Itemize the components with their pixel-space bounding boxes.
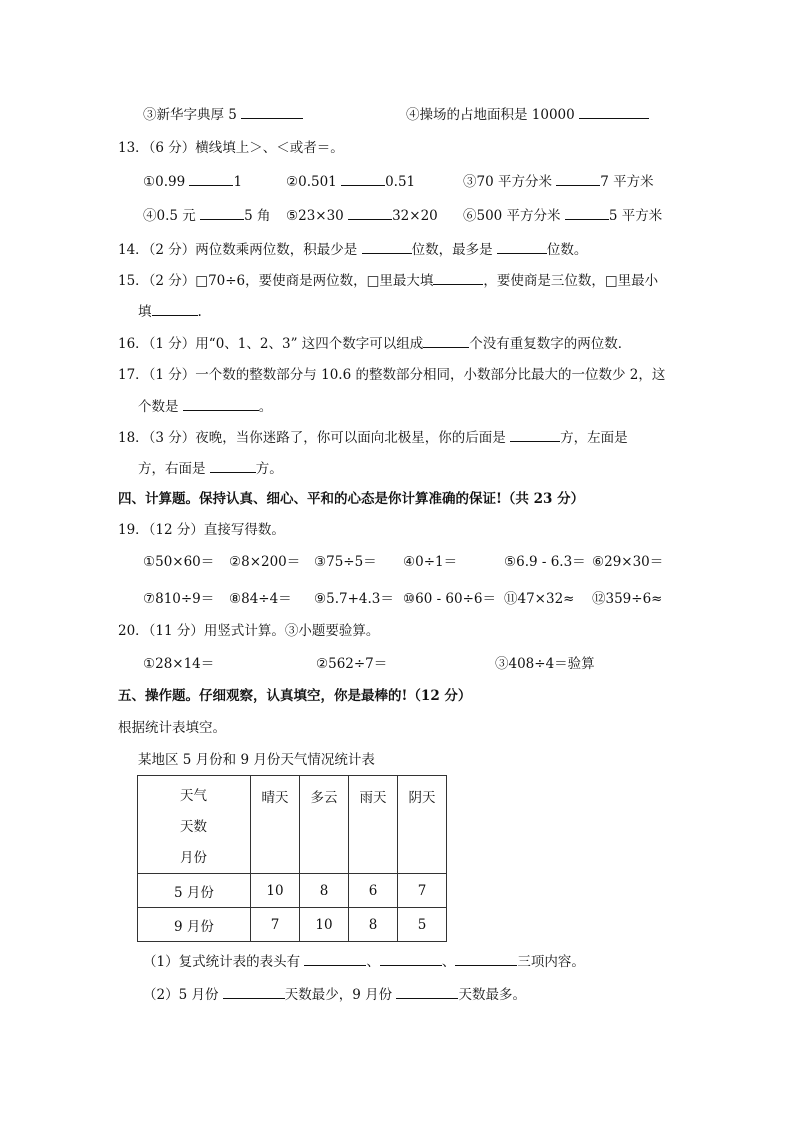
q15-line2: 填 . (138, 304, 202, 320)
column-header: 多云 (300, 776, 349, 874)
column-header: 晴天 (251, 776, 300, 874)
weather-stat-table (137, 775, 447, 942)
table-cell: 6 (349, 874, 398, 908)
q19-r2c2: ⑧84÷4＝ (229, 591, 292, 607)
table-cell: 7 (398, 874, 447, 908)
section-4-heading: 四、计算题。保持认真、细心、平和的心态是你计算准确的保证!（共 23 分） (118, 491, 585, 507)
q13-item2: ②0.501 0.51 (286, 174, 416, 190)
column-header: 阴天 (398, 776, 447, 874)
table-cell: 10 (251, 874, 300, 908)
q13-item4: ④0.5 元 5 角 (143, 208, 271, 224)
q15-line1: 15．（2 分）□70÷6，要使商是两位数，□里最大填 ，要使商是三位数，□里最小 (118, 273, 659, 289)
q19-r2c4: ⑩60 - 60÷6＝ (403, 591, 497, 607)
answer-blank[interactable] (510, 428, 560, 442)
q20-title: 20．（11 分）用竖式计算。③小题要验算。 (118, 623, 380, 639)
row-label: 5 月份 (138, 874, 251, 908)
answer-blank[interactable] (189, 172, 233, 186)
q19-r2c3: ⑨5.7+4.3＝ (314, 591, 394, 607)
column-header: 雨天 (349, 776, 398, 874)
q19-r1c5: ⑤6.9 - 6.3＝ (504, 554, 586, 570)
q13-item3: ③70 平方分米 7 平方米 (463, 174, 654, 190)
q20-item2: ②562÷7＝ (316, 656, 388, 672)
answer-blank[interactable] (423, 334, 469, 348)
answer-blank[interactable] (565, 206, 609, 220)
answer-blank[interactable] (455, 952, 517, 966)
table-cell: 5 (398, 908, 447, 942)
q19-r1c1: ①50×60＝ (143, 554, 215, 570)
answer-blank[interactable] (579, 105, 649, 119)
answer-blank[interactable] (556, 172, 600, 186)
answer-blank[interactable] (396, 985, 458, 999)
answer-blank[interactable] (183, 397, 259, 411)
q19-r1c4: ④0÷1＝ (403, 554, 458, 570)
table-corner-header: 天气 天数 月份 (138, 776, 251, 874)
q19-r1c2: ②8×200＝ (229, 554, 301, 570)
table-intro: 根据统计表填空。 (118, 720, 226, 736)
row-label: 9 月份 (138, 908, 251, 942)
table-cell: 10 (300, 908, 349, 942)
q19-title: 19．（12 分）直接写得数。 (118, 522, 285, 538)
q13-title: 13．（6 分）横线填上＞、＜或者＝。 (118, 140, 344, 156)
answer-blank[interactable] (380, 952, 442, 966)
table-header-row (138, 776, 447, 874)
section-5-heading: 五、操作题。仔细观察，认真填空，你是最棒的!（12 分） (118, 688, 472, 704)
q13-item1: ①0.99 1 (143, 174, 243, 190)
answer-blank[interactable] (348, 206, 392, 220)
answer-blank[interactable] (152, 302, 198, 316)
table-caption: 某地区 5 月份和 9 月份天气情况统计表 (138, 752, 375, 768)
answer-blank[interactable] (304, 952, 366, 966)
answer-blank[interactable] (210, 459, 256, 473)
q12-item3: ③新华字典厚 5 (143, 105, 303, 124)
table-row (138, 908, 447, 942)
q19-r1c6: ⑥29×30＝ (592, 554, 664, 570)
q20-item1: ①28×14＝ (143, 656, 215, 672)
answer-blank[interactable] (223, 985, 285, 999)
q13-item5: ⑤23×30 32×20 (286, 208, 438, 224)
q19-r2c6: ⑫359÷6≈ (592, 591, 663, 607)
answer-blank[interactable] (241, 105, 303, 119)
answer-blank[interactable] (497, 240, 547, 254)
sub-question-1: （1）复式统计表的表头有 、 、 三项内容。 (143, 954, 585, 970)
q14: 14．（2 分）两位数乘两位数，积最少是 位数，最多是 位数。 (118, 242, 588, 258)
q19-r2c1: ⑦810÷9＝ (143, 591, 215, 607)
q19-r2c5: ⑪47×32≈ (504, 591, 575, 607)
table-cell: 8 (300, 874, 349, 908)
sub-question-2: （2）5 月份 天数最少，9 月份 天数最多。 (143, 987, 526, 1003)
answer-blank[interactable] (341, 172, 385, 186)
q18-line2: 方，右面是 方。 (138, 461, 283, 477)
q19-r1c3: ③75÷5＝ (314, 554, 377, 570)
answer-blank[interactable] (362, 240, 412, 254)
table-cell: 7 (251, 908, 300, 942)
q17-line2: 个数是 。 (138, 399, 273, 415)
answer-blank[interactable] (433, 271, 483, 285)
q13-item6: ⑥500 平方分米 5 平方米 (463, 208, 663, 224)
q18-line1: 18．（3 分）夜晚，当你迷路了，你可以面向北极星，你的后面是 方，左面是 (118, 430, 628, 446)
q20-item3: ③408÷4＝验算 (495, 656, 595, 672)
q16: 16．（1 分）用“0、1、2、3” 这四个数字可以组成 个没有重复数字的两位数． (118, 336, 632, 352)
q17-line1: 17．（1 分）一个数的整数部分与 10.6 的整数部分相同，小数部分比最大的一位数少 2，这 (118, 367, 666, 383)
table-cell: 8 (349, 908, 398, 942)
q12-item4: ④操场的占地面积是 10000 (406, 105, 649, 124)
answer-blank[interactable] (200, 206, 244, 220)
table-row (138, 874, 447, 908)
